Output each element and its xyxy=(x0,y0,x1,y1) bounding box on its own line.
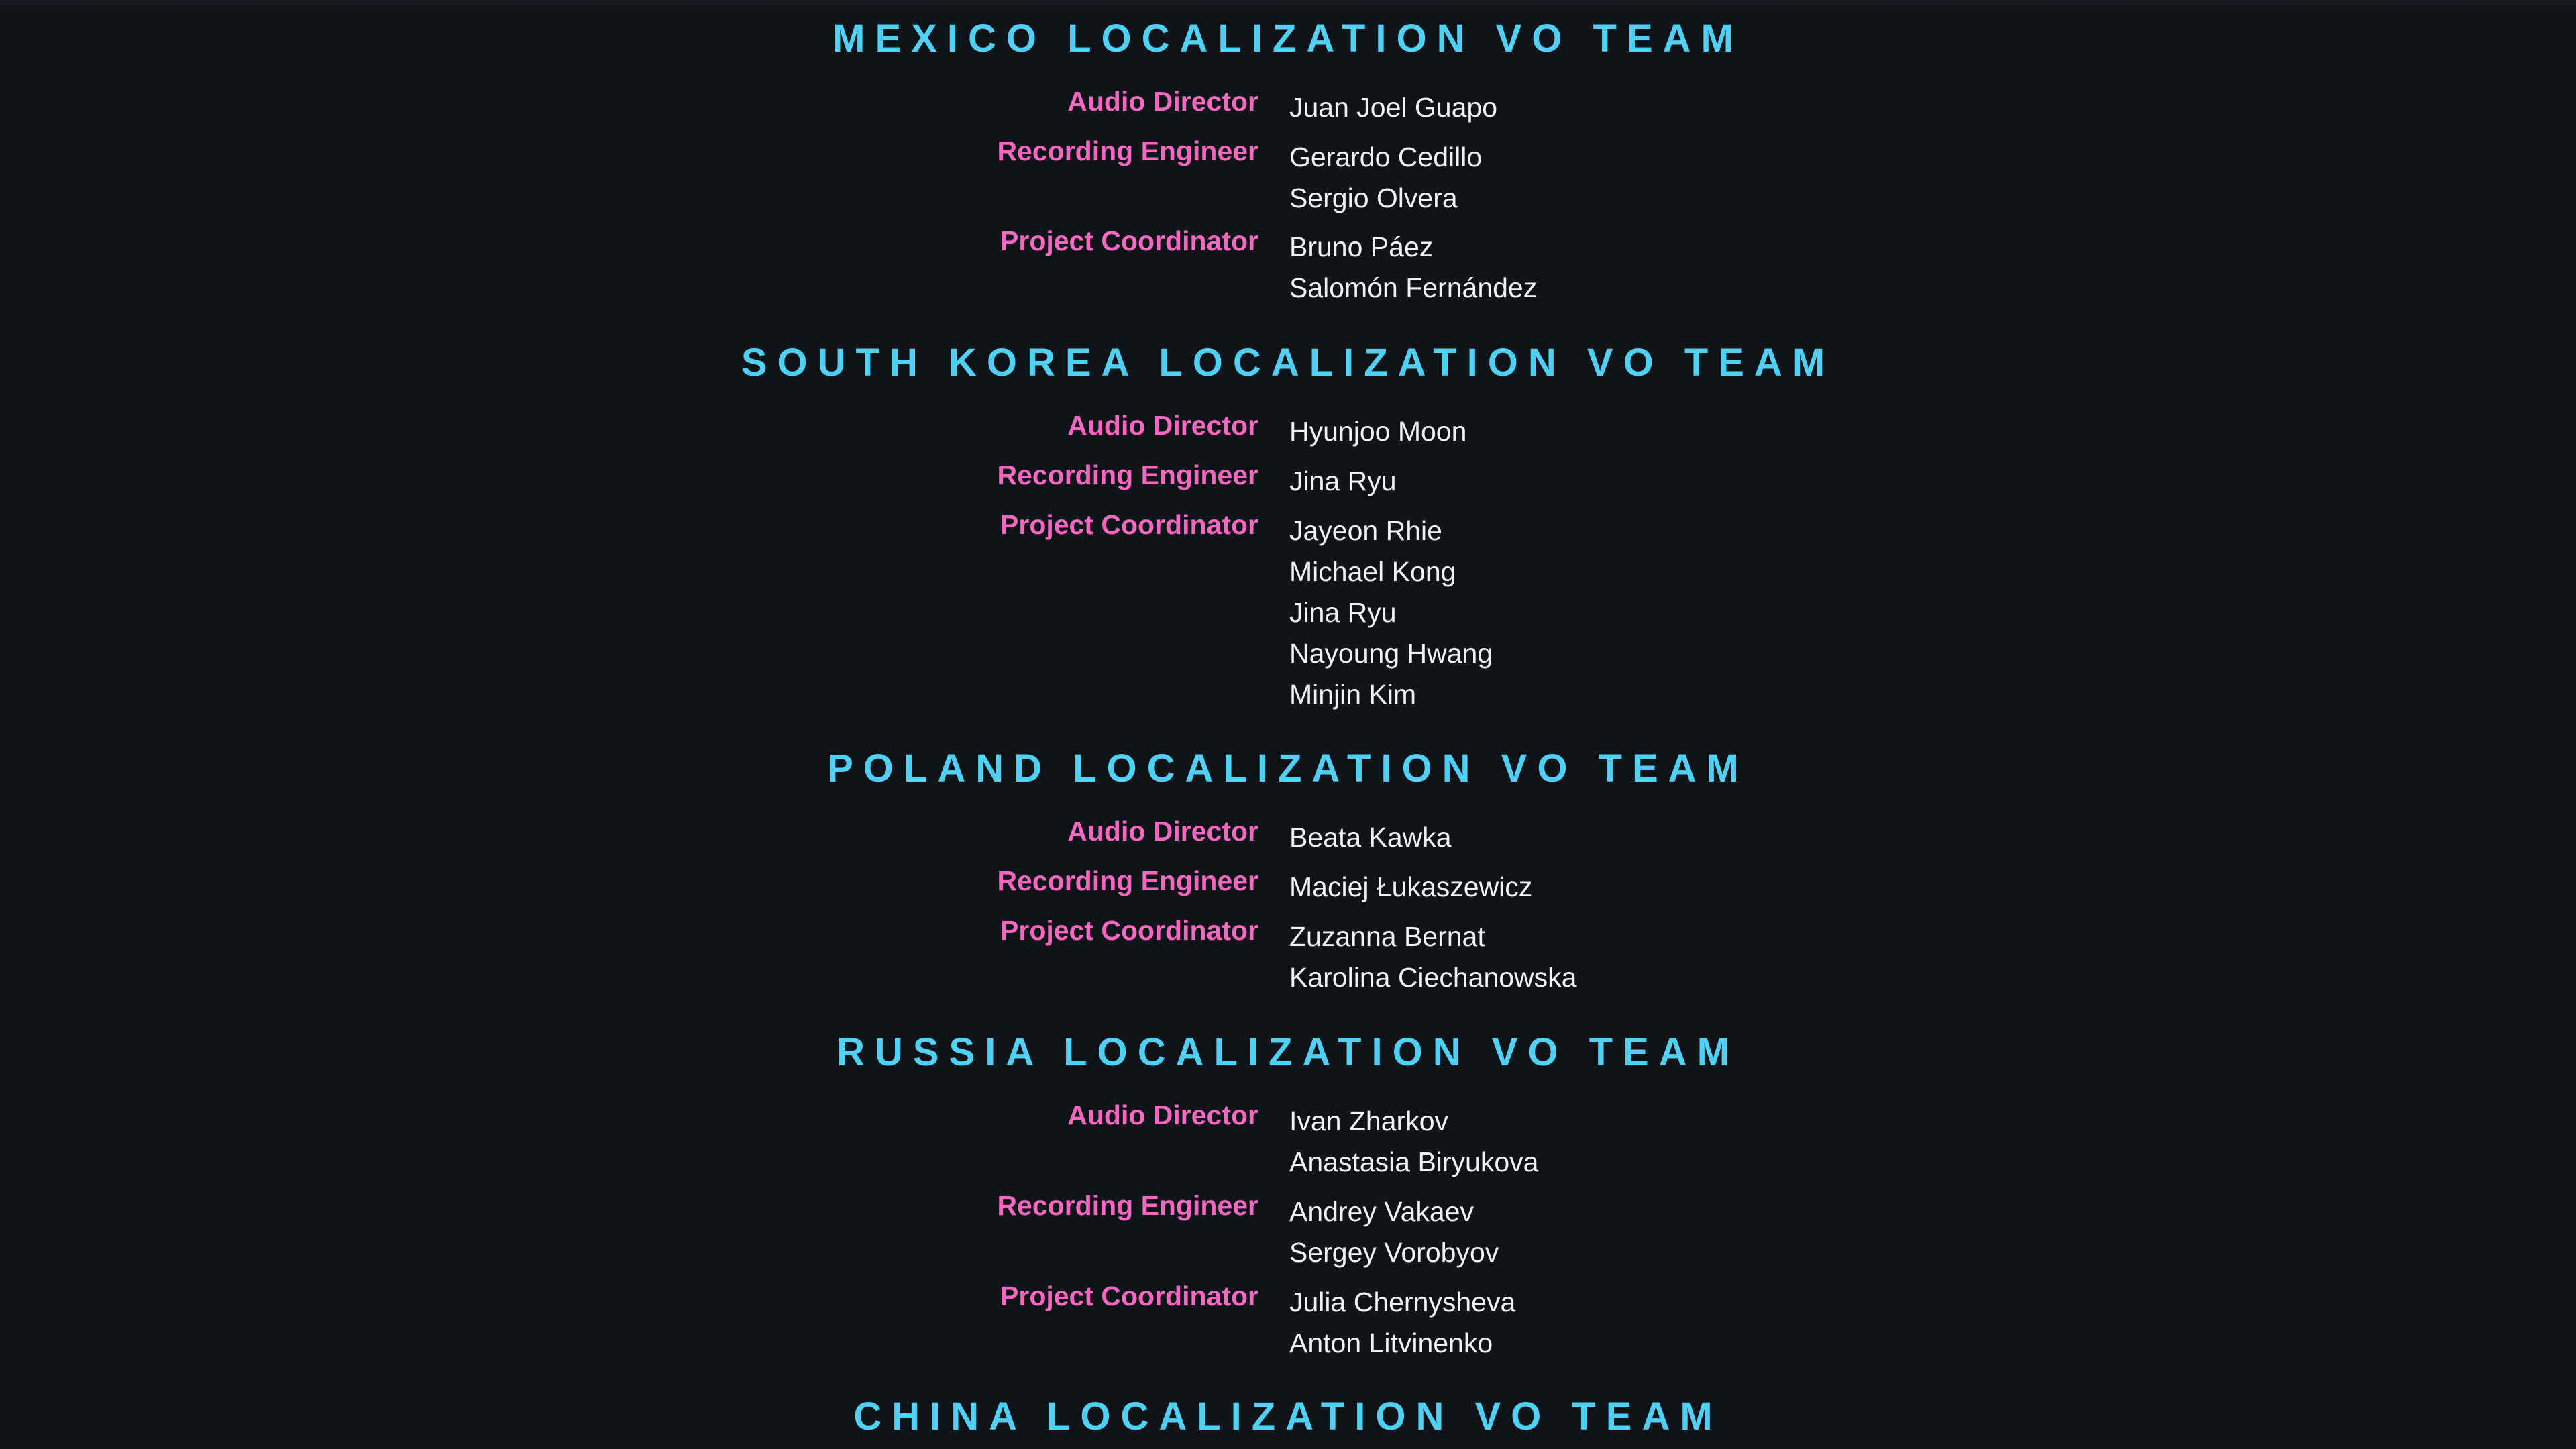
role-label: Project Coordinator xyxy=(1000,225,1258,256)
role-names xyxy=(1289,511,1493,715)
role-names xyxy=(1289,916,1576,998)
credit-name: Jina Ryu xyxy=(1289,597,1397,628)
credit-name: Jina Ryu xyxy=(1289,466,1397,496)
credit-name: Bruno Páez xyxy=(1289,231,1434,262)
team-title: POLAND LOCALIZATION VO TEAM xyxy=(827,747,1749,790)
credit-name: Andrey Vakaev xyxy=(1289,1196,1474,1227)
role-names xyxy=(1289,411,1466,452)
role-label: Project Coordinator xyxy=(1000,915,1258,946)
role-label: Recording Engineer xyxy=(997,865,1258,896)
credit-name: Sergio Olvera xyxy=(1289,182,1458,213)
role-names xyxy=(1289,1101,1538,1183)
team-title: SOUTH KOREA LOCALIZATION VO TEAM xyxy=(741,341,1835,384)
credit-name: Juan Joel Guapo xyxy=(1289,92,1498,123)
credit-name: Ivan Zharkov xyxy=(1289,1106,1448,1136)
role-label: Audio Director xyxy=(1067,816,1258,847)
role-label: Recording Engineer xyxy=(997,136,1258,166)
team-title: MEXICO LOCALIZATION VO TEAM xyxy=(833,17,1743,60)
role-names xyxy=(1289,1191,1499,1273)
role-label: Project Coordinator xyxy=(1000,509,1258,540)
credit-name: Julia Chernysheva xyxy=(1289,1287,1516,1318)
credit-name: Anastasia Biryukova xyxy=(1289,1146,1539,1177)
role-names xyxy=(1289,227,1537,309)
role-names xyxy=(1289,137,1482,219)
credit-name: Sergey Vorobyov xyxy=(1289,1237,1499,1268)
role-label: Recording Engineer xyxy=(997,460,1258,490)
credit-name: Anton Litvinenko xyxy=(1289,1328,1493,1358)
role-label: Audio Director xyxy=(1067,1099,1258,1130)
credit-name: Salomón Fernández xyxy=(1289,272,1538,303)
credit-name: Zuzanna Bernat xyxy=(1289,921,1485,952)
credit-name: Karolina Ciechanowska xyxy=(1289,962,1577,993)
role-names xyxy=(1289,817,1452,858)
team-title: CHINA LOCALIZATION VO TEAM xyxy=(853,1395,1723,1438)
credit-name: Michael Kong xyxy=(1289,556,1456,587)
credit-name: Minjin Kim xyxy=(1289,679,1417,710)
role-label: Recording Engineer xyxy=(997,1190,1258,1221)
credit-name: Hyunjoo Moon xyxy=(1289,416,1467,447)
role-names xyxy=(1289,461,1397,502)
credit-name: Nayoung Hwang xyxy=(1289,638,1493,669)
credit-name: Maciej Łukaszewicz xyxy=(1289,871,1533,902)
role-names xyxy=(1289,867,1532,908)
role-names xyxy=(1289,1282,1515,1364)
role-label: Audio Director xyxy=(1067,410,1258,441)
role-names xyxy=(1289,87,1497,128)
team-title: RUSSIA LOCALIZATION VO TEAM xyxy=(837,1030,1739,1074)
credit-name: Beata Kawka xyxy=(1289,822,1452,853)
credit-name: Jayeon Rhie xyxy=(1289,515,1442,546)
role-label: Audio Director xyxy=(1067,86,1258,117)
credit-name: Gerardo Cedillo xyxy=(1289,142,1483,172)
role-label: Project Coordinator xyxy=(1000,1281,1258,1311)
